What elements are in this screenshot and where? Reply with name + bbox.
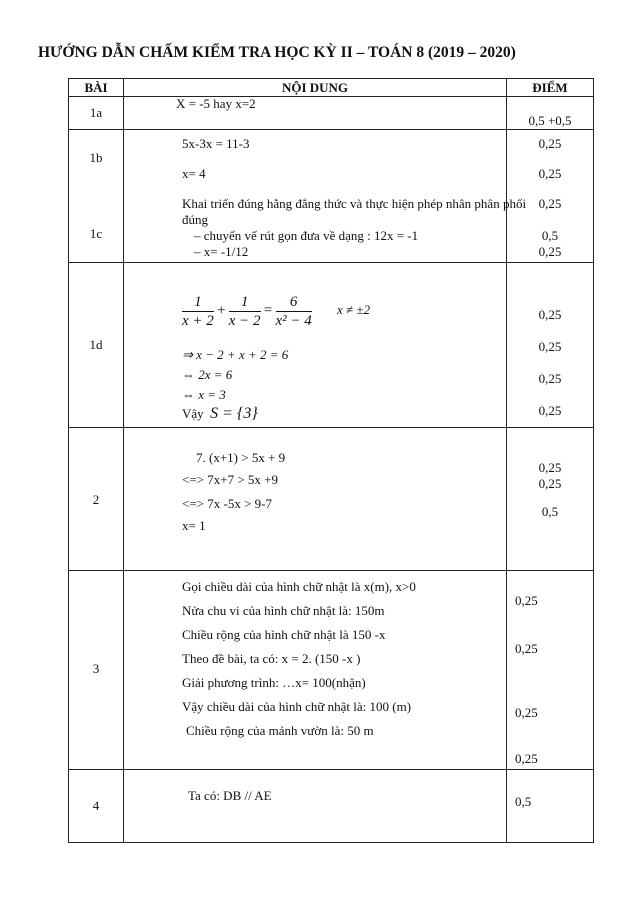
score: 0,5	[541, 504, 559, 519]
answer-text: X = -5 hay x=2	[176, 96, 256, 111]
answer-text: Vậy chiều dài của hình chữ nhật là: 100 (m)	[182, 699, 412, 714]
score: 0,25	[515, 593, 538, 608]
row-label: 1a	[89, 105, 103, 120]
score: 0,5 +0,5	[528, 113, 572, 128]
header-diem: ĐIỂM	[507, 79, 594, 97]
table-row	[69, 428, 594, 571]
score: 0,25	[538, 166, 562, 181]
row-label: 1d	[89, 337, 103, 352]
answer-text: Theo đề bài, ta có: x = 2. (150 -x )	[182, 651, 361, 666]
score: 0,25	[515, 751, 538, 766]
answer-text: ⇔ x = 3	[182, 387, 226, 402]
answer-text: Gọi chiều dài của hình chữ nhật là x(m), x>0	[182, 579, 416, 594]
score: 0,25	[515, 705, 538, 720]
score: 0,5	[515, 794, 532, 809]
row-label: 1c	[89, 226, 103, 241]
score: 0,25	[538, 371, 562, 386]
answer-text: 5x-3x = 11-3	[182, 136, 250, 151]
answer-text: <=> 7x -5x > 9-7	[182, 496, 272, 511]
row-label: 2	[92, 492, 100, 507]
row-label: 1b	[89, 150, 103, 165]
row-label: 3	[92, 661, 100, 676]
answer-text: – chuyển vế rút gọn đưa về dạng : 12x = -1	[194, 228, 419, 243]
score: 0,25	[538, 307, 562, 322]
header-bai: BÀI	[69, 79, 124, 97]
header-row	[69, 79, 594, 97]
answer-text: <=> 7x+7 > 5x +9	[182, 472, 278, 487]
equation: $\frac{1}{x + 2}$ + $\frac{1}{x - 2}$ = $\frac{6}{\text{x² − 4}}$ x ≠ ±2	[182, 294, 371, 329]
table-row	[69, 571, 594, 770]
answer-text: Nửa chu vi của hình chữ nhật là: 150m	[182, 603, 385, 618]
answer-text: ⇔ 2x = 6	[182, 367, 233, 382]
score: 0,25	[515, 641, 538, 656]
condition: x ≠ ±2	[337, 302, 371, 318]
answer-text: Ta có: DB // AE	[188, 788, 272, 803]
score: 0,25	[538, 136, 562, 151]
grading-table	[68, 78, 594, 843]
answer-text: ⇒ x − 2 + x + 2 = 6	[182, 347, 289, 362]
header-noidung: NỘI DUNG	[124, 79, 507, 97]
answer-text: x= 4	[182, 166, 206, 181]
score: 0,25	[538, 339, 562, 354]
answer-text: 7. (x+1) > 5x + 9	[196, 450, 286, 465]
table-row	[69, 97, 594, 130]
table-row	[69, 770, 594, 843]
answer-text: – x= -1/12	[194, 244, 249, 259]
answer-text: Giải phương trình: …x= 100(nhận)	[182, 675, 366, 690]
score: 0,5	[541, 228, 559, 243]
answer-text: Chiều rộng của hình chữ nhật là 150 -x	[182, 627, 386, 642]
page-title: HƯỚNG DẪN CHẤM KIỂM TRA HỌC KỲ II – TOÁN 8 (2019 – 2020)	[38, 44, 516, 61]
answer-text: Chiều rộng của mảnh vườn là: 50 m	[186, 723, 374, 738]
score: 0,25	[538, 244, 562, 259]
answer-text: Khai triển đúng hằng đẳng thức và thực hiện phép nhân phân phối	[182, 196, 527, 211]
answer-text: Vậy S = {3}	[182, 405, 258, 422]
table-row	[69, 263, 594, 428]
answer-text: x= 1	[182, 518, 206, 533]
row-label: 4	[92, 798, 100, 813]
answer-text: đúng	[182, 212, 208, 227]
score: 0,25	[538, 403, 562, 418]
table-row	[69, 130, 594, 263]
score: 0,25	[538, 196, 562, 211]
score: 0,25	[538, 476, 562, 491]
score: 0,25	[538, 460, 562, 475]
